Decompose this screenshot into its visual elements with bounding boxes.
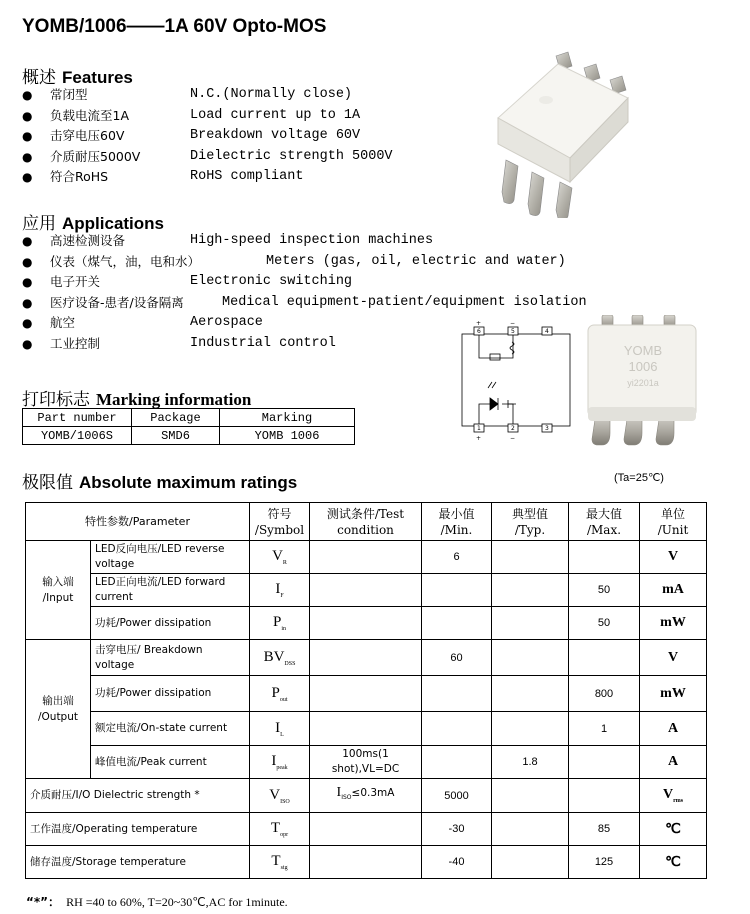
header-max: 最大值 /Max. <box>569 503 640 541</box>
pin-diagram <box>458 318 576 442</box>
output-group-label: 输出端 /Output <box>26 640 91 779</box>
table-row: 输出端 /Output 击穿电压/ Breakdown voltage $BV_{DSS}$ 60 V <box>26 640 707 676</box>
features-heading-en: Features <box>62 68 133 87</box>
ratings-heading-cn: 极限值 <box>22 473 73 493</box>
ratings-heading <box>22 468 297 493</box>
chip-marking-line3: yi2201a <box>627 378 659 388</box>
header-symbol: 符号 /Symbol <box>250 503 310 541</box>
table-row: 功耗/Power dissipation $P_{out}$ 800 mW <box>26 676 707 712</box>
marking-heading-en: Marking information <box>96 390 252 409</box>
applications-heading-cn: 应用 <box>22 214 56 234</box>
package-photo-marked <box>584 315 702 450</box>
marking-part-number: YOMB/1006S <box>23 427 132 445</box>
ratings-heading-en: Absolute maximum ratings <box>79 473 298 492</box>
svg-text:1: 1 <box>477 425 481 432</box>
table-row: 峰值电流/Peak current $I_{peak}$ 100ms(1 shot),VL=DC 1.8 A <box>26 746 707 779</box>
svg-text:−: − <box>510 435 516 442</box>
table-row: 工作温度/Operating temperature $T_{opr}$ -30 85 ℃ <box>26 813 707 846</box>
footnote <box>26 893 288 910</box>
bullet-icon: ● <box>22 149 33 164</box>
bullet-icon: ● <box>22 275 33 289</box>
chip-marking-line1: YOMB <box>623 343 663 358</box>
ratings-condition: (Ta=25℃) <box>614 472 664 484</box>
table-row: 功耗/Power dissipation $P_{in}$ 50 mW <box>26 607 707 640</box>
footnote-mark: “*”： <box>26 895 61 909</box>
header-min: 最小值 /Min. <box>422 503 492 541</box>
svg-text:+: + <box>476 320 482 327</box>
chip-marking-line2: 1006 <box>628 359 658 374</box>
bullet-icon: ● <box>22 336 33 351</box>
marking-heading <box>22 385 251 410</box>
svg-text:2: 2 <box>511 425 515 432</box>
bullet-icon: ● <box>22 129 33 143</box>
bullet-icon: ● <box>22 234 33 248</box>
bullet-icon: ● <box>22 254 33 269</box>
svg-text:5: 5 <box>511 328 515 335</box>
bullet-icon: ● <box>22 170 33 184</box>
package-photo-top <box>488 48 638 218</box>
bullet-icon: ● <box>22 88 33 102</box>
svg-text:4: 4 <box>545 328 549 335</box>
header-unit: 单位 /Unit <box>640 503 707 541</box>
header-test-condition: 测试条件/Test condition <box>310 503 422 541</box>
input-group-label: 输入端 /Input <box>26 541 91 640</box>
table-row: LED正向电流/LED forward current $I_F$ 50 mA <box>26 574 707 607</box>
marking-table <box>22 408 355 445</box>
features-heading-cn: 概述 <box>22 68 56 88</box>
svg-text:−: − <box>510 320 516 327</box>
table-row: 额定电流/On-state current $I_L$ 1 A <box>26 712 707 746</box>
bullet-icon: ● <box>22 316 33 330</box>
marking-heading-cn: 打印标志 <box>22 390 90 410</box>
marking-header-marking: Marking <box>220 409 355 427</box>
table-row: 储存温度/Storage temperature $T_{stg}$ -40 125 ℃ <box>26 846 707 879</box>
ratings-table <box>25 502 707 879</box>
bullet-icon: ● <box>22 295 33 310</box>
page-title: YOMB/1006——1A 60V Opto-MOS <box>22 16 327 37</box>
marking-header-package: Package <box>132 409 220 427</box>
svg-text:6: 6 <box>477 328 481 335</box>
marking-package: SMD6 <box>132 427 220 445</box>
header-typ: 典型值 /Typ. <box>492 503 569 541</box>
applications-heading-en: Applications <box>62 214 165 233</box>
header-parameter: 特性参数/Parameter <box>26 503 250 541</box>
bullet-icon: ● <box>22 108 33 123</box>
table-row: 输入端 /Input LED反向电压/LED reverse voltage $V_R$ 6 V <box>26 541 707 574</box>
marking-value: YOMB 1006 <box>220 427 355 445</box>
marking-header-part: Part number <box>23 409 132 427</box>
footnote-text: RH =40 to 60%, T=20~30℃,AC for 1minute. <box>66 895 288 909</box>
svg-text:3: 3 <box>545 425 549 432</box>
table-row: 介质耐压/I/O Dielectric strength * $V_{ISO}$ $I_{ISO}\le 0.3mA$ 5000 $V_{rms}$ <box>26 779 707 813</box>
svg-text:+: + <box>476 435 482 442</box>
